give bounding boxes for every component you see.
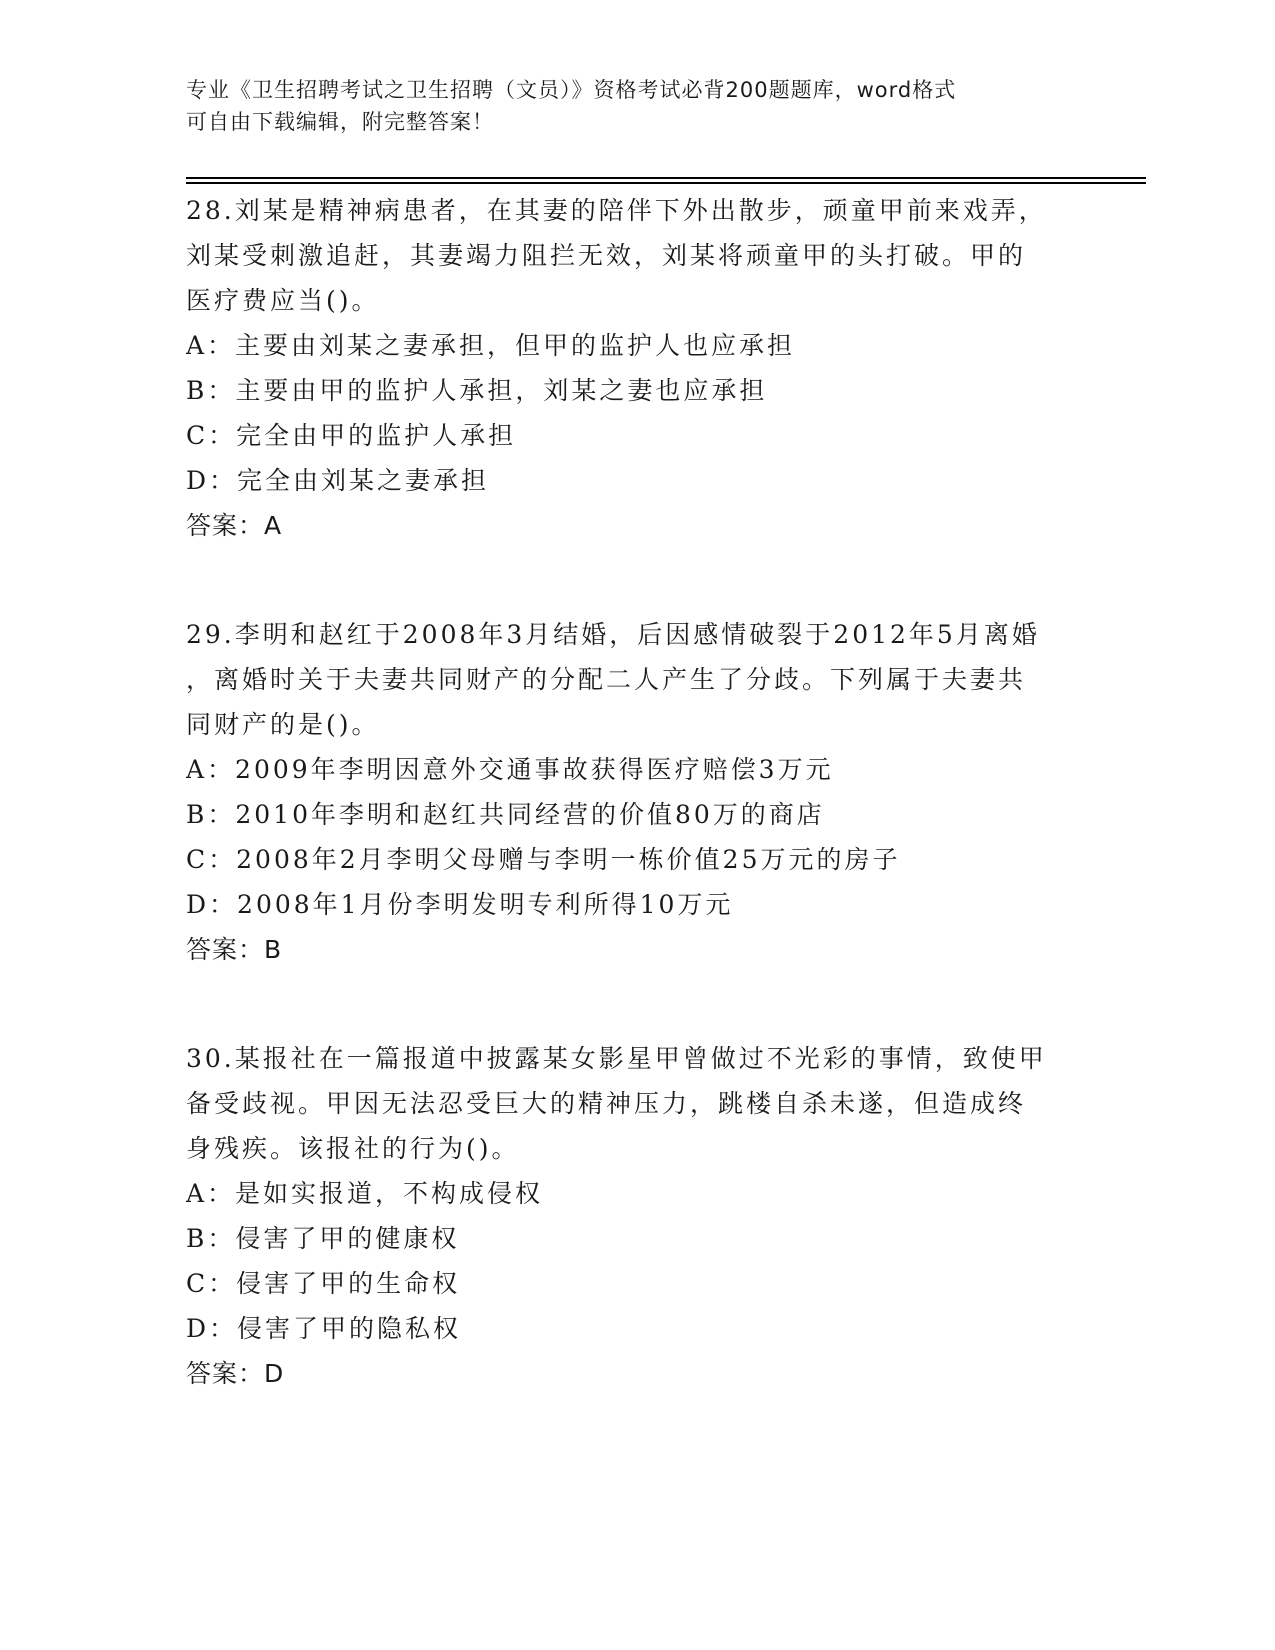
option-a: A：主要由刘某之妻承担，但甲的监护人也应承担 (186, 331, 796, 360)
question-stem-line: ，离婚时关于夫妻共同财产的分配二人产生了分歧。下列属于夫妻共 (186, 665, 1027, 694)
option-c: C：完全由甲的监护人承担 (186, 421, 517, 450)
question-stem-line: 身残疾。该报社的行为()。 (186, 1134, 520, 1163)
option-b: B：主要由甲的监护人承担，刘某之妻也应承担 (186, 376, 768, 405)
question-stem-line: 28.刘某是精神病患者，在其妻的陪伴下外出散步，顽童甲前来戏弄， (186, 196, 1047, 225)
answer-label: 答案：D (186, 1359, 285, 1388)
answer-label: 答案：B (186, 935, 283, 964)
option-b: B：侵害了甲的健康权 (186, 1224, 460, 1253)
question-stem-line: 同财产的是()。 (186, 710, 380, 739)
question-29 (186, 612, 1066, 972)
answer-label: 答案：A (186, 511, 283, 540)
question-28 (186, 188, 1066, 548)
option-a: A：是如实报道，不构成侵权 (186, 1179, 544, 1208)
option-d: D：侵害了甲的隐私权 (186, 1314, 462, 1343)
header-line: 可自由下载编辑，附完整答案！ (186, 110, 494, 134)
question-30 (186, 1036, 1066, 1396)
option-b: B：2010年李明和赵红共同经营的价值80万的商店 (186, 800, 825, 829)
option-c: C：侵害了甲的生命权 (186, 1269, 461, 1298)
option-d: D：2008年1月份李明发明专利所得10万元 (186, 890, 734, 919)
question-stem-line: 29.李明和赵红于2008年3月结婚，后因感情破裂于2012年5月离婚 (186, 620, 1040, 649)
option-a: A：2009年李明因意外交通事故获得医疗赔偿3万元 (186, 755, 834, 784)
question-stem-line: 医疗费应当()。 (186, 286, 380, 315)
question-stem-line: 备受歧视。甲因无法忍受巨大的精神压力，跳楼自杀未遂，但造成终 (186, 1089, 1027, 1118)
header-divider-bottom (186, 182, 1146, 184)
header-line: 专业《卫生招聘考试之卫生招聘（文员）》资格考试必背200题题库，word格式 (186, 78, 957, 102)
option-d: D：完全由刘某之妻承担 (186, 466, 490, 495)
question-list (186, 188, 1066, 1460)
question-stem-line: 30.某报社在一篇报道中披露某女影星甲曾做过不光彩的事情，致使甲 (186, 1044, 1047, 1073)
document-header (186, 74, 1066, 138)
question-stem-line: 刘某受刺激追赶，其妻竭力阻拦无效，刘某将顽童甲的头打破。甲的 (186, 241, 1027, 270)
header-divider-top (186, 177, 1146, 179)
option-c: C：2008年2月李明父母赠与李明一栋价值25万元的房子 (186, 845, 901, 874)
